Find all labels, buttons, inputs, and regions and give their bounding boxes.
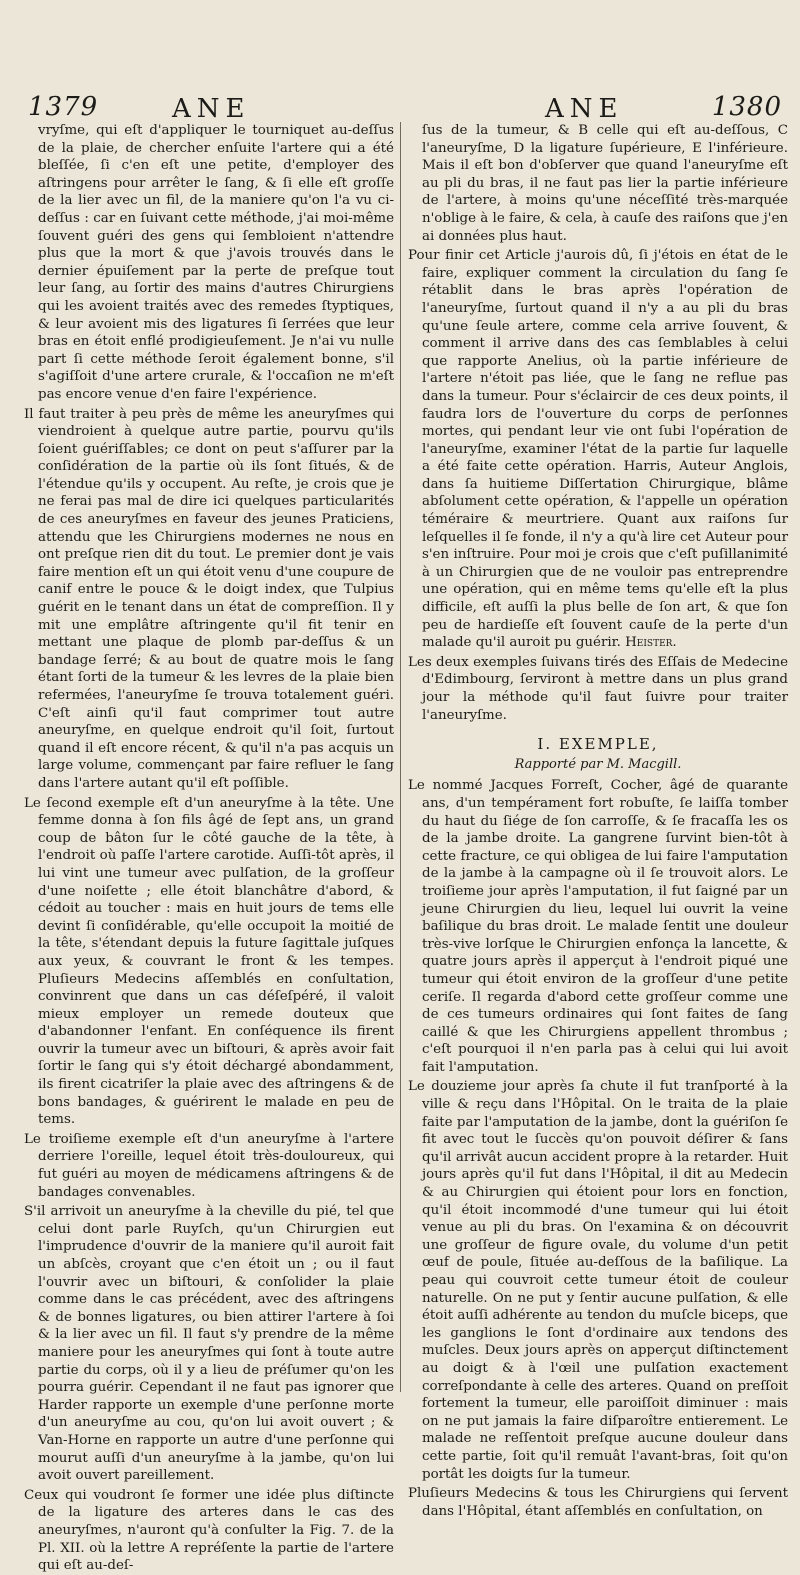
running-head-left: ANE bbox=[172, 94, 251, 124]
paragraph: Les deux exemples ſuivans tirés des Eſſais de Medecine d'Edimbourg, ſerviront à mettre dans un plus grand jour la méthode qu'il faut ſuivre pour traiter l'aneuryſme. bbox=[408, 654, 788, 723]
page-number-left: 1379 bbox=[28, 92, 99, 122]
paragraph-text: Pour finir cet Article j'aurois dû, ſi j'étois en état de le faire, expliquer comment la circulation du ſang ſe rétablit dans le bras après l'opération de l'aneuryſme, ſurtout quand il n'y a au pli du bras qu'une ſeule artere, comme cela arrive ſouvent, & comment il arrive dans des cas ſemblables à celui que rapporte Anelius, où la partie inférieure de l'artere n'étoit pas liée, que le ſang ne reflue pas dans la tumeur. Pour s'éclaircir de ces deux points, il faudra lors de l'ouverture du corps de perſonnes mortes, qui pendant leur vie ont ſubi l'opération de l'aneuryſme, examiner l'état de la partie ſur laquelle a été faite cette opération. Harris, Auteur Anglois, dans ſa huitieme Diſſertation Chirurgique, blâme abſolument cette opération, & l'appelle un opération téméraire & meurtriere. Quant aux raiſons ſur leſquelles il ſe fonde, il n'y a qu'à lire cet Auteur pour s'en inſtruire. Pour moi je crois que c'eſt puſillanimité à un Chirurgien que de ne vouloir pas entreprendre une opération, qui en même tems qu'elle eſt la plus difficile, eſt auſſi la plus belle de ſon art, & que ſon peu de hardieſſe eſt ſouvent cauſe de la perte d'un malade qu'il auroit pu guérir. bbox=[408, 248, 788, 651]
page-number-right: 1380 bbox=[711, 92, 782, 122]
paragraph: S'il arrivoit un aneuryſme à la cheville du pié, tel que celui dont parle Ruyſch, qu'un Chirurgien eut l'imprudence d'ouvrir de la maniere qu'il auroit fait un abſcès, croyant que c'en étoit un ; ou il faut l'ouvrir avec un biſtouri, & conſolider la plaie comme dans le cas précédent, avec des aſtringens & de bonnes ligatures, ou bien attirer l'artere à ſoi & la lier avec un fil. Il faut s'y prendre de la même maniere pour les aneuryſmes qui ſont à toute autre partie du corps, où il y a lieu de préſumer qu'on les pourra guérir. Cependant il ne faut pas ignorer que Harder rapporte un exemple d'une perſonne morte d'un aneuryſme au cou, qu'on lui avoit ouvert ; & Van-Horne en rapporte un autre d'une perſonne qui mourut auſſi d'un aneuryſme à la jambe, qu'on lui avoit ouvert pareillement. bbox=[24, 1204, 394, 1484]
paragraph: Le troiſieme exemple eſt d'un aneuryſme à l'artere derriere l'oreille, lequel étoit très-douloureux, qui fut guéri au moyen de médicamens aſtringens & de bandages convenables. bbox=[24, 1131, 394, 1200]
author-signature: Heister. bbox=[625, 635, 677, 651]
section-subtitle: Rapporté par M. Macgill. bbox=[514, 756, 682, 772]
paragraph: Pluſieurs Medecins & tous les Chirurgiens qui ſervent dans l'Hôpital, étant aſſemblés en conſultation, on bbox=[408, 1486, 788, 1519]
column-divider bbox=[400, 122, 401, 1392]
paragraph: Il faut traiter à peu près de même les aneuryſmes qui viendroient à quelque autre partie, pourvu qu'ils ſoient guériſſables; ce dont on peut s'aſſurer par la conſidération de la partie où ils ſont ſitués, & de l'étendue qu'ils y occupent. Au reſte, je crois que je ne ferai pas mal de dire ici quelques particularités de ces aneuryſmes en faveur des jeunes Praticiens, attendu que les Chirurgiens modernes ne nous en ont preſque rien dit du tout. Le premier dont je vais faire mention eſt un qui étoit venu d'une coupure de canif entre le pouce & le doigt index, que Tulpius guérit en le tenant dans un état de compreſſion. Il y mit une emplâtre aſtringente qu'il fit tenir en mettant une plaque de plomb par-deſſus & un bandage ſerré; & au bout de quatre mois le ſang étant ſorti de la tumeur & les levres de la plaie bien refermées, l'aneuryſme ſe trouva totalement guéri. C'eſt ainſi qu'il faut comprimer tout autre aneuryſme, en quelque endroit qu'il ſoit, ſurtout quand il eſt encore récent, & qu'il n'a pas acquis un large volume, commençant par faire refluer le ſang dans l'artere autant qu'il eſt poſſible. bbox=[24, 406, 394, 791]
paragraph: ſus de la tumeur, & B celle qui eſt au-deſſous, C l'aneuryſme, D la ligature ſupérieure, E l'inférieure. Mais il eſt bon d'obſerver que quand l'aneuryſme eſt au pli du bras, il ne faut pas lier la partie inférieure de l'artere, à moins qu'une néceſſité très-marquée n'oblige à le faire, & cela, à cauſe des raiſons que j'en ai données plus haut. bbox=[422, 123, 788, 244]
running-head-right: ANE bbox=[545, 94, 624, 124]
paragraph: vryſme, qui eſt d'appliquer le tourniquet au-deſſus de la plaie, de chercher enſuite l'artere qui a été bleſſée, ſi c'en eſt une petite, d'employer des aſtringens pour arrêter le ſang, & ſi elle eſt groſſe de la lier avec un fil, de la maniere qu'on l'a vu ci-deſſus : car en ſuivant cette méthode, j'ai moi-même ſouvent guéri des gens qui ſembloient n'attendre plus que la mort & que j'avois trouvés dans le dernier épuiſement par la perte de preſque tout leur ſang, au ſortir des mains d'autres Chirurgiens qui les avoient traités avec des remedes ſtyptiques, & leur avoient mis des ligatures ſi ſerrées que leur bras en étoit enflé prodigieuſement. Je n'ai vu nulle part ſi cette méthode ſeroit également bonne, s'il s'agiſſoit d'une artere crurale, & l'occaſion ne m'eſt pas encore venue d'en faire l'expérience. bbox=[38, 123, 394, 402]
paragraph: Ceux qui voudront ſe former une idée plus diſtincte de la ligature des arteres dans le cas des aneuryſmes, n'auront qu'à conſulter la Fig. 7. de la Pl. XII. où la lettre A repréſente la partie de l'artere qui eſt au-deſ- bbox=[24, 1487, 394, 1574]
paragraph: Le douzieme jour après ſa chute il fut tranſporté à la ville & reçu dans l'Hôpital. On le traita de la plaie faite par l'amputation de la jambe, dont la guériſon ſe fit avec tout le ſuccès qu'on pouvoit déſirer & ſans qu'il arrivât aucun accident propre à la retarder. Huit jours après qu'il fut dans l'Hôpital, il dit au Medecin & au Chirurgien qui étoient pour lors en fonction, qu'il étoit incommodé d'une tumeur qui lui étoit venue au pli du bras. On l'examina & on découvrit une groſſeur de figure ovale, du volume d'un petit œuf de poule, ſituée au-deſſous de la baſilique. La peau qui couvroit cette tumeur étoit de couleur naturelle. On ne put y ſentir aucune pulſation, & elle étoit auſſi adhérente au tendon du muſcle biceps, que les ganglions le ſont d'ordinaire aux tendons des muſcles. Deux jours après on apperçut diſtinctement au doigt & à l'œil une pulſation exactement correſpondante à celle des arteres. Quand on preſſoit fortement la tumeur, elle paroiſſoit diminuer : mais on ne put jamais la faire diſparoître entierement. Le malade ne reſſentoit preſque aucune douleur dans cette partie, ſoit qu'il remuât l'avant-bras, ſoit qu'on portât les doigts ſur la tumeur. bbox=[408, 1079, 788, 1482]
section-title: I. EXEMPLE, bbox=[537, 735, 659, 754]
paragraph: Le ſecond exemple eſt d'un aneuryſme à la tête. Une femme donna à ſon fils âgé de ſept ans, un grand coup de bâton ſur le côté gauche de la tête, à l'endroit où paſſe l'artere carotide. Auſſi-tôt après, il lui vint une tumeur avec pulſation, de la groſſeur d'une noiſette ; elle étoit blanchâtre d'abord, & cédoit au toucher : mais en huit jours de tems elle devint ſi conſidérable, qu'elle occupoit la moitié de la tête, s'étendant depuis la future ſagittale juſques aux yeux, & couvrant le front & les tempes. Pluſieurs Medecins aſſemblés en conſultation, convinrent que dans un cas déſeſpéré, il valoit mieux employer un remede douteux que d'abandonner l'enfant. En conſéquence ils firent ouvrir la tumeur avec un biſtouri, & après avoir fait ſortir le ſang qui s'y étoit déchargé abondamment, ils firent cicatriſer la plaie avec des aſtringens & de bons bandages, & guérirent le malade en peu de tems. bbox=[24, 795, 394, 1128]
left-column bbox=[24, 122, 394, 1574]
paragraph bbox=[408, 247, 788, 652]
paragraph: Le nommé Jacques Forreſt, Cocher, âgé de quarante ans, d'un tempérament fort robuſte, ſe laiſſa tomber du haut du ſiége de ſon carroſſe, & ſe fracaſſa les os de la jambe droite. La gangrene ſurvint bien-tôt à cette fracture, ce qui obligea de lui faire l'amputation de la jambe à la campagne où il ſe trouvoit alors. Le troiſieme jour après l'amputation, il fut ſaigné par un jeune Chirurgien du lieu, lequel lui ouvrit la veine baſilique du bras droit. Le malade ſentit une douleur très-vive lorſque le Chirurgien enfonça la lancette, & quatre jours après il apperçut à l'endroit piqué une tumeur qui étoit environ de la groſſeur d'une petite ceriſe. Il regarda d'abord cette groſſeur comme une de ces tumeurs ordinaires qui ſont faites de ſang caillé & que les Chirurgiens appellent thrombus ; c'eſt pourquoi il n'en parla pas à celui qui lui avoit fait l'amputation. bbox=[408, 778, 788, 1075]
page-header bbox=[0, 92, 800, 124]
right-column bbox=[408, 122, 788, 1519]
